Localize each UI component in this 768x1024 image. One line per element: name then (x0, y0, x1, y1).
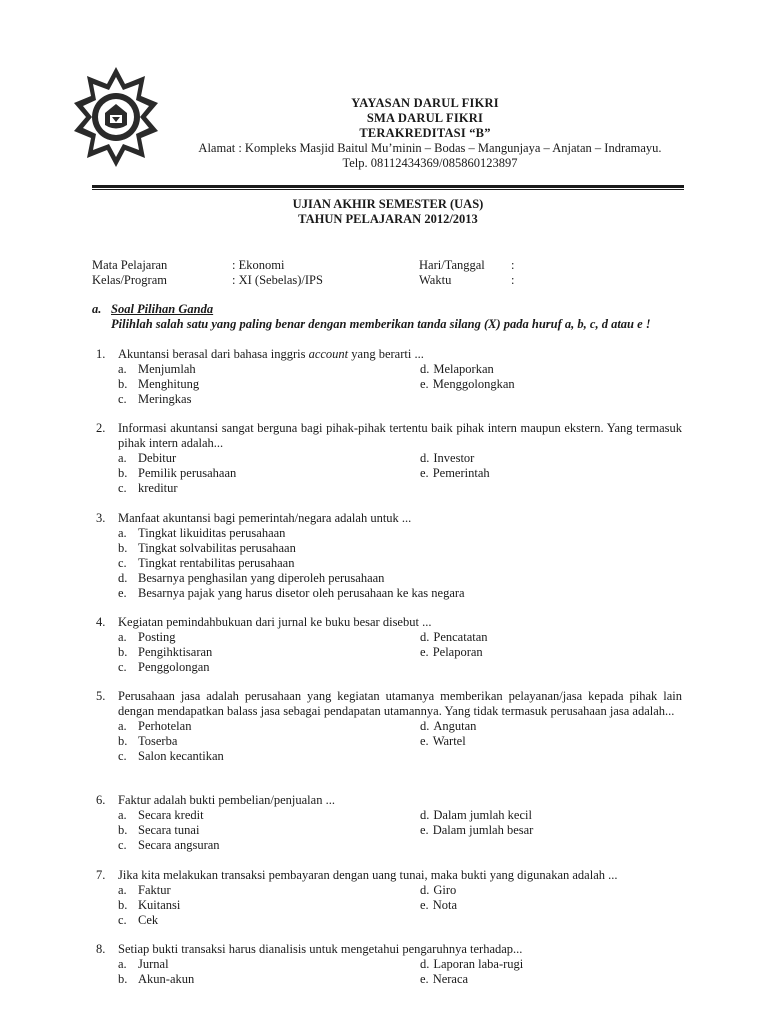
option-a: a. Menjumlah (118, 362, 196, 376)
option-e: e. Dalam jumlah besar (420, 823, 534, 837)
option-b: b. Tingkat solvabilitas perusahaan (118, 541, 296, 555)
option-text: Pencatatan (433, 630, 488, 644)
option-b: b. Toserba (118, 734, 178, 748)
exam-meta-right (419, 258, 514, 288)
option-text: Tingkat rentabilitas perusahaan (138, 556, 295, 570)
option-e: e. Nota (420, 898, 457, 912)
option-b: b. Akun-akun (118, 972, 195, 986)
class-value: : XI (Sebelas)/IPS (232, 273, 323, 287)
option-text: kreditur (138, 481, 178, 495)
question-stem-emphasis: account (308, 347, 349, 361)
time-value: : (511, 273, 515, 287)
option-text: Menjumlah (138, 362, 196, 376)
question-5 (92, 689, 682, 764)
exam-title-block (92, 197, 684, 227)
option-d: d. Angutan (420, 719, 477, 733)
option-a: a. Perhotelan (118, 719, 192, 733)
option-text: Dalam jumlah kecil (433, 808, 532, 822)
option-c: c. Tingkat rentabilitas perusahaan (118, 556, 295, 570)
option-d: d. Giro (420, 883, 457, 897)
question-8 (92, 942, 682, 987)
question-2 (92, 421, 682, 496)
question-number: 4. (96, 615, 106, 629)
option-text: Menghitung (138, 377, 200, 391)
option-text: Pemerintah (432, 466, 490, 480)
option-text: Debitur (138, 451, 177, 465)
question-number: 2. (96, 421, 106, 435)
option-text: Tingkat likuiditas perusahaan (138, 526, 286, 540)
school-address: Alamat : Kompleks Masjid Baitul Mu’minin – Bodas – Mangunjaya – Anjatan – Indramayu. (198, 141, 662, 155)
option-e: e. Wartel (420, 734, 466, 748)
option-d: d. Investor (420, 451, 475, 465)
meta-row-time (419, 273, 514, 288)
option-text: Secara kredit (138, 808, 204, 822)
question-1 (92, 347, 682, 407)
option-e: e. Pelaporan (420, 645, 483, 659)
meta-row-class (92, 273, 323, 288)
option-b: b. Menghitung (118, 377, 200, 391)
question-3 (92, 511, 682, 601)
meta-row-day (419, 258, 514, 273)
option-c: c. Meringkas (118, 392, 192, 406)
option-text: Toserba (138, 734, 178, 748)
question-stem-part: yang berarti ... (348, 347, 424, 361)
option-b: b. Pemilik perusahaan (118, 466, 237, 480)
option-text: Tingkat solvabilitas perusahaan (138, 541, 296, 555)
option-text: Perhotelan (138, 719, 192, 733)
option-c: c. Secara angsuran (118, 838, 220, 852)
option-text: Melaporkan (433, 362, 494, 376)
option-text: Wartel (432, 734, 466, 748)
option-text: Laporan laba-rugi (433, 957, 524, 971)
option-text: Secara angsuran (138, 838, 220, 852)
option-d: d. Pencatatan (420, 630, 488, 644)
exam-title: UJIAN AKHIR SEMESTER (UAS) (292, 197, 484, 211)
header-divider (92, 185, 684, 188)
letterhead (170, 96, 680, 171)
option-text: Pelaporan (432, 645, 483, 659)
option-c: c. kreditur (118, 481, 178, 495)
section-letter: a. (92, 302, 102, 316)
question-number: 5. (96, 689, 106, 703)
subject-label: Mata Pelajaran (92, 258, 168, 272)
option-text: Nota (432, 898, 457, 912)
option-text: Besarnya pajak yang harus disetor oleh perusahaan ke kas negara (138, 586, 465, 600)
option-c: c. Salon kecantikan (118, 749, 224, 763)
option-b: b. Secara tunai (118, 823, 200, 837)
question-stem: Setiap bukti transaksi harus dianalisis untuk mengetahui pengaruhnya terhadap... (118, 942, 523, 956)
day-label: Hari/Tanggal (419, 258, 485, 272)
school-phone: Telp. 08112434369/085860123897 (342, 156, 518, 170)
option-text: Pemilik perusahaan (138, 466, 237, 480)
option-text: Giro (433, 883, 457, 897)
option-d: d. Melaporkan (420, 362, 494, 376)
question-7 (92, 868, 682, 928)
subject-value: : Ekonomi (232, 258, 285, 272)
question-stem: Informasi akuntansi sangat berguna bagi pihak-pihak tertentu baik pihak intern maupun ekstern. Yang termasuk pihak intern adalah... (118, 421, 682, 450)
option-e: e. Neraca (420, 972, 469, 986)
option-b: b. Pengihktisaran (118, 645, 213, 659)
option-text: Faktur (138, 883, 171, 897)
option-text: Investor (433, 451, 475, 465)
option-b: b. Kuitansi (118, 898, 181, 912)
option-text: Neraca (432, 972, 469, 986)
option-text: Secara tunai (138, 823, 200, 837)
day-value: : (511, 258, 515, 272)
option-text: Besarnya penghasilan yang diperoleh perusahaan (138, 571, 385, 585)
option-a: a. Secara kredit (118, 808, 204, 822)
question-stem-part: Akuntansi berasal dari bahasa inggris (118, 347, 309, 361)
section-instruction: Pilihlah salah satu yang paling benar dengan memberikan tanda silang (X) pada huruf a, b, c, d atau e ! (111, 317, 651, 331)
question-number: 1. (96, 347, 106, 361)
exam-meta-left (92, 258, 323, 288)
foundation-name: YAYASAN DARUL FIKRI (351, 96, 499, 110)
option-text: Angutan (433, 719, 477, 733)
option-d: d. Besarnya penghasilan yang diperoleh perusahaan (118, 571, 385, 585)
option-text: Akun-akun (138, 972, 195, 986)
question-stem: Faktur adalah bukti pembelian/penjualan ... (118, 793, 335, 807)
class-label: Kelas/Program (92, 273, 167, 287)
section-multiple-choice (92, 302, 682, 332)
accreditation: TERAKREDITASI “B” (359, 126, 491, 140)
question-6 (92, 793, 682, 853)
option-text: Meringkas (138, 392, 192, 406)
question-number: 6. (96, 793, 106, 807)
option-a: a. Posting (118, 630, 176, 644)
option-text: Pengihktisaran (138, 645, 213, 659)
header-divider-thin (92, 189, 684, 190)
option-a: a. Debitur (118, 451, 177, 465)
meta-row-subject (92, 258, 323, 273)
school-name: SMA DARUL FIKRI (366, 111, 484, 125)
option-text: Menggolongkan (432, 377, 515, 391)
time-label: Waktu (419, 273, 452, 287)
question-stem (118, 347, 682, 362)
question-4 (92, 615, 682, 675)
option-text: Jurnal (138, 957, 169, 971)
question-stem: Kegiatan pemindahbukuan dari jurnal ke buku besar disebut ... (118, 615, 432, 629)
exam-year: TAHUN PELAJARAN 2012/2013 (298, 212, 478, 226)
option-text: Salon kecantikan (138, 749, 224, 763)
section-title: Soal Pilihan Ganda (111, 302, 214, 316)
option-text: Dalam jumlah besar (432, 823, 534, 837)
option-a: a. Faktur (118, 883, 171, 897)
option-c: c. Cek (118, 913, 159, 927)
question-number: 8. (96, 942, 106, 956)
question-stem: Manfaat akuntansi bagi pemerintah/negara adalah untuk ... (118, 511, 412, 525)
option-text: Posting (138, 630, 176, 644)
option-d: d. Laporan laba-rugi (420, 957, 524, 971)
school-logo-icon (73, 66, 159, 168)
option-d: d. Dalam jumlah kecil (420, 808, 532, 822)
option-e: e. Menggolongkan (420, 377, 515, 391)
question-number: 7. (96, 868, 106, 882)
option-c: c. Penggolongan (118, 660, 210, 674)
question-number: 3. (96, 511, 106, 525)
option-text: Kuitansi (138, 898, 181, 912)
option-text: Penggolongan (138, 660, 210, 674)
option-a: a. Tingkat likuiditas perusahaan (118, 526, 286, 540)
option-e: e. Pemerintah (420, 466, 490, 480)
option-text: Cek (138, 913, 159, 927)
option-a: a. Jurnal (118, 957, 169, 971)
option-e: e. Besarnya pajak yang harus disetor oleh perusahaan ke kas negara (118, 586, 465, 600)
question-stem: Jika kita melakukan transaksi pembayaran dengan uang tunai, maka bukti yang digunakan adalah ... (118, 868, 618, 882)
question-stem: Perusahaan jasa adalah perusahaan yang kegiatan utamanya memberikan pelayanan/jasa kepada pihak lain dengan mendapatkan balass jasa sebagai pendapatan utamannya. Yang tidak termasuk perusahaan jasa adalah... (118, 689, 682, 718)
